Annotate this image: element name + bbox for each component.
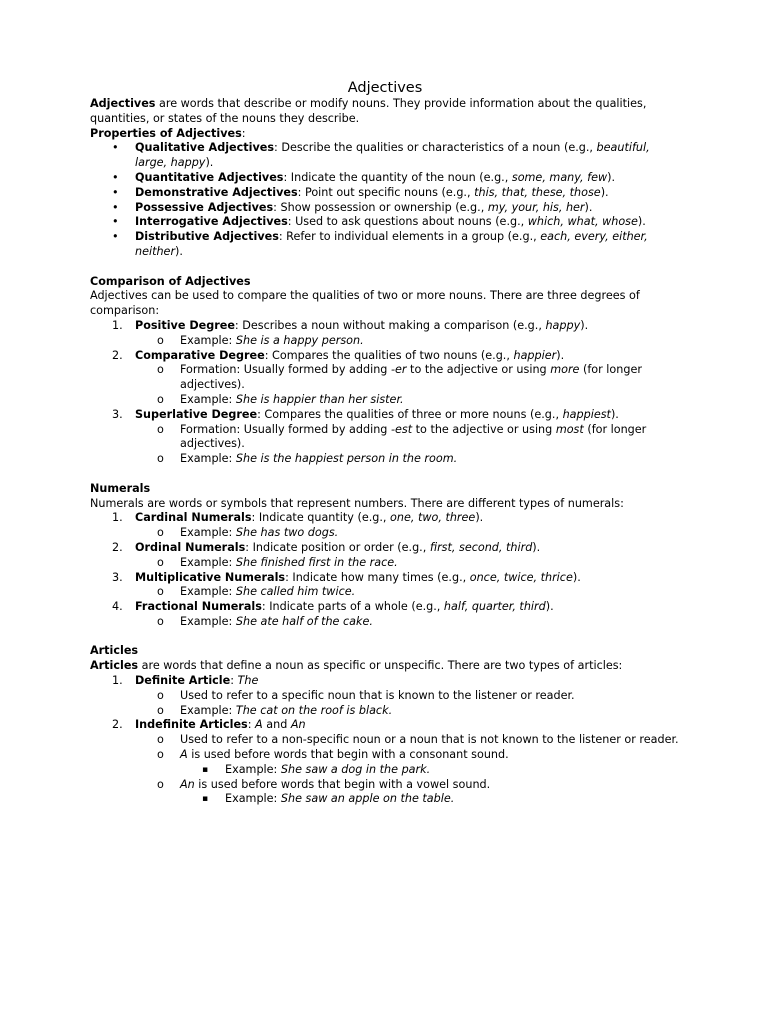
sub-sub-item: ▪ Example: She saw a dog in the park. <box>180 763 680 778</box>
sub-list <box>135 689 680 719</box>
list-item: 2. Indefinite Articles: A and An o Used to refer to a non-specific noun or a noun that is not known to the listener or reader. o A is used before words that begin with a consonant sound. ▪ Example: She saw a dog in the park. o An is used before words that begin with a vowel sound. ▪ Example: She saw an apple on the table. <box>90 718 680 807</box>
sub-item: o Example: The cat on the roof is black. <box>135 704 680 719</box>
sub-list <box>135 733 680 807</box>
sub-sub-item: ▪ Example: She saw an apple on the table. <box>180 792 680 807</box>
sub-item: o A is used before words that begin with a consonant sound. ▪ Example: She saw a dog in the park. <box>135 748 680 778</box>
sub-item: o Used to refer to a specific noun that is known to the listener or reader. <box>135 689 680 704</box>
sub-list <box>135 526 680 541</box>
list-item: • Distributive Adjectives: Refer to individual elements in a group (e.g., each, every, either, neither). <box>90 230 680 260</box>
comparison-list <box>90 319 680 467</box>
sub-item: o Used to refer to a non-specific noun or a noun that is not known to the listener or reader. <box>135 733 680 748</box>
document-body <box>90 78 680 807</box>
sub-list <box>135 556 680 571</box>
list-item: 3. Superlative Degree: Compares the qualities of three or more nouns (e.g., happiest). o Formation: Usually formed by adding -est to the adjective or using most (for longer adjectives). o Example: She is the happiest person in the room. <box>90 408 680 467</box>
sub-item: o An is used before words that begin with a vowel sound. ▪ Example: She saw an apple on the table. <box>135 778 680 808</box>
comparison-heading: Comparison of Adjectives <box>90 274 251 288</box>
articles-list <box>90 674 680 807</box>
properties-heading: Properties of Adjectives: <box>90 126 246 140</box>
sub-item: o Formation: Usually formed by adding -est to the adjective or using most (for longer adjectives). <box>135 423 680 453</box>
sub-list <box>135 334 680 349</box>
list-item: 1. Definite Article: The o Used to refer to a specific noun that is known to the listener or reader. o Example: The cat on the roof is black. <box>90 674 680 718</box>
comparison-intro: Adjectives can be used to compare the qualities of two or more nouns. There are three degrees of comparison: <box>90 289 640 318</box>
list-item: 2. Ordinal Numerals: Indicate position or order (e.g., first, second, third). o Example: She finished first in the race. <box>90 541 680 571</box>
numerals-list <box>90 511 680 629</box>
sub-item: o Example: She has two dogs. <box>135 526 680 541</box>
document-title: Adjectives <box>347 80 423 96</box>
list-item: • Possessive Adjectives: Show possession or ownership (e.g., my, your, his, her). <box>90 201 680 216</box>
sub-item: o Example: She is the happiest person in the room. <box>135 452 680 467</box>
intro-paragraph: Adjectives are words that describe or modify nouns. They provide information about the qualities, quantities, or states of the nouns they describe. <box>90 97 647 125</box>
sub-sub-list <box>180 763 680 778</box>
list-item: 1. Positive Degree: Describes a noun without making a comparison (e.g., happy). o Example: She is a happy person. <box>90 319 680 349</box>
sub-list <box>135 363 680 407</box>
list-item: 4. Fractional Numerals: Indicate parts of a whole (e.g., half, quarter, third). o Example: She ate half of the cake. <box>90 600 680 630</box>
sub-item: o Example: She is a happy person. <box>135 334 680 349</box>
list-item: • Qualitative Adjectives: Describe the qualities or characteristics of a noun (e.g., beautiful, large, happy). <box>90 141 680 171</box>
list-item: 3. Multiplicative Numerals: Indicate how many times (e.g., once, twice, thrice). o Example: She called him twice. <box>90 571 680 601</box>
sub-item: o Example: She ate half of the cake. <box>135 615 680 630</box>
articles-intro: Articles are words that define a noun as specific or unspecific. There are two types of articles: <box>90 659 623 673</box>
sub-list <box>135 423 680 467</box>
sub-item: o Example: She called him twice. <box>135 585 680 600</box>
list-item: 1. Cardinal Numerals: Indicate quantity (e.g., one, two, three). o Example: She has two dogs. <box>90 511 680 541</box>
list-item: • Interrogative Adjectives: Used to ask questions about nouns (e.g., which, what, whose). <box>90 215 680 230</box>
sub-sub-list <box>180 792 680 807</box>
numerals-intro: Numerals are words or symbols that represent numbers. There are different types of numerals: <box>90 496 624 510</box>
properties-list <box>90 141 680 259</box>
list-item: • Quantitative Adjectives: Indicate the quantity of the noun (e.g., some, many, few). <box>90 171 680 186</box>
list-item: 2. Comparative Degree: Compares the qualities of two nouns (e.g., happier). o Formation: Usually formed by adding -er to the adjective or using more (for longer adjectives). o Example: She is happier than her sister. <box>90 349 680 408</box>
sub-item: o Example: She finished first in the race. <box>135 556 680 571</box>
list-item: • Demonstrative Adjectives: Point out specific nouns (e.g., this, that, these, those). <box>90 186 680 201</box>
sub-list <box>135 615 680 630</box>
sub-item: o Example: She is happier than her sister. <box>135 393 680 408</box>
sub-list <box>135 585 680 600</box>
articles-heading: Articles <box>90 644 139 658</box>
sub-item: o Formation: Usually formed by adding -er to the adjective or using more (for longer adjectives). <box>135 363 680 393</box>
numerals-heading: Numerals <box>90 481 151 495</box>
